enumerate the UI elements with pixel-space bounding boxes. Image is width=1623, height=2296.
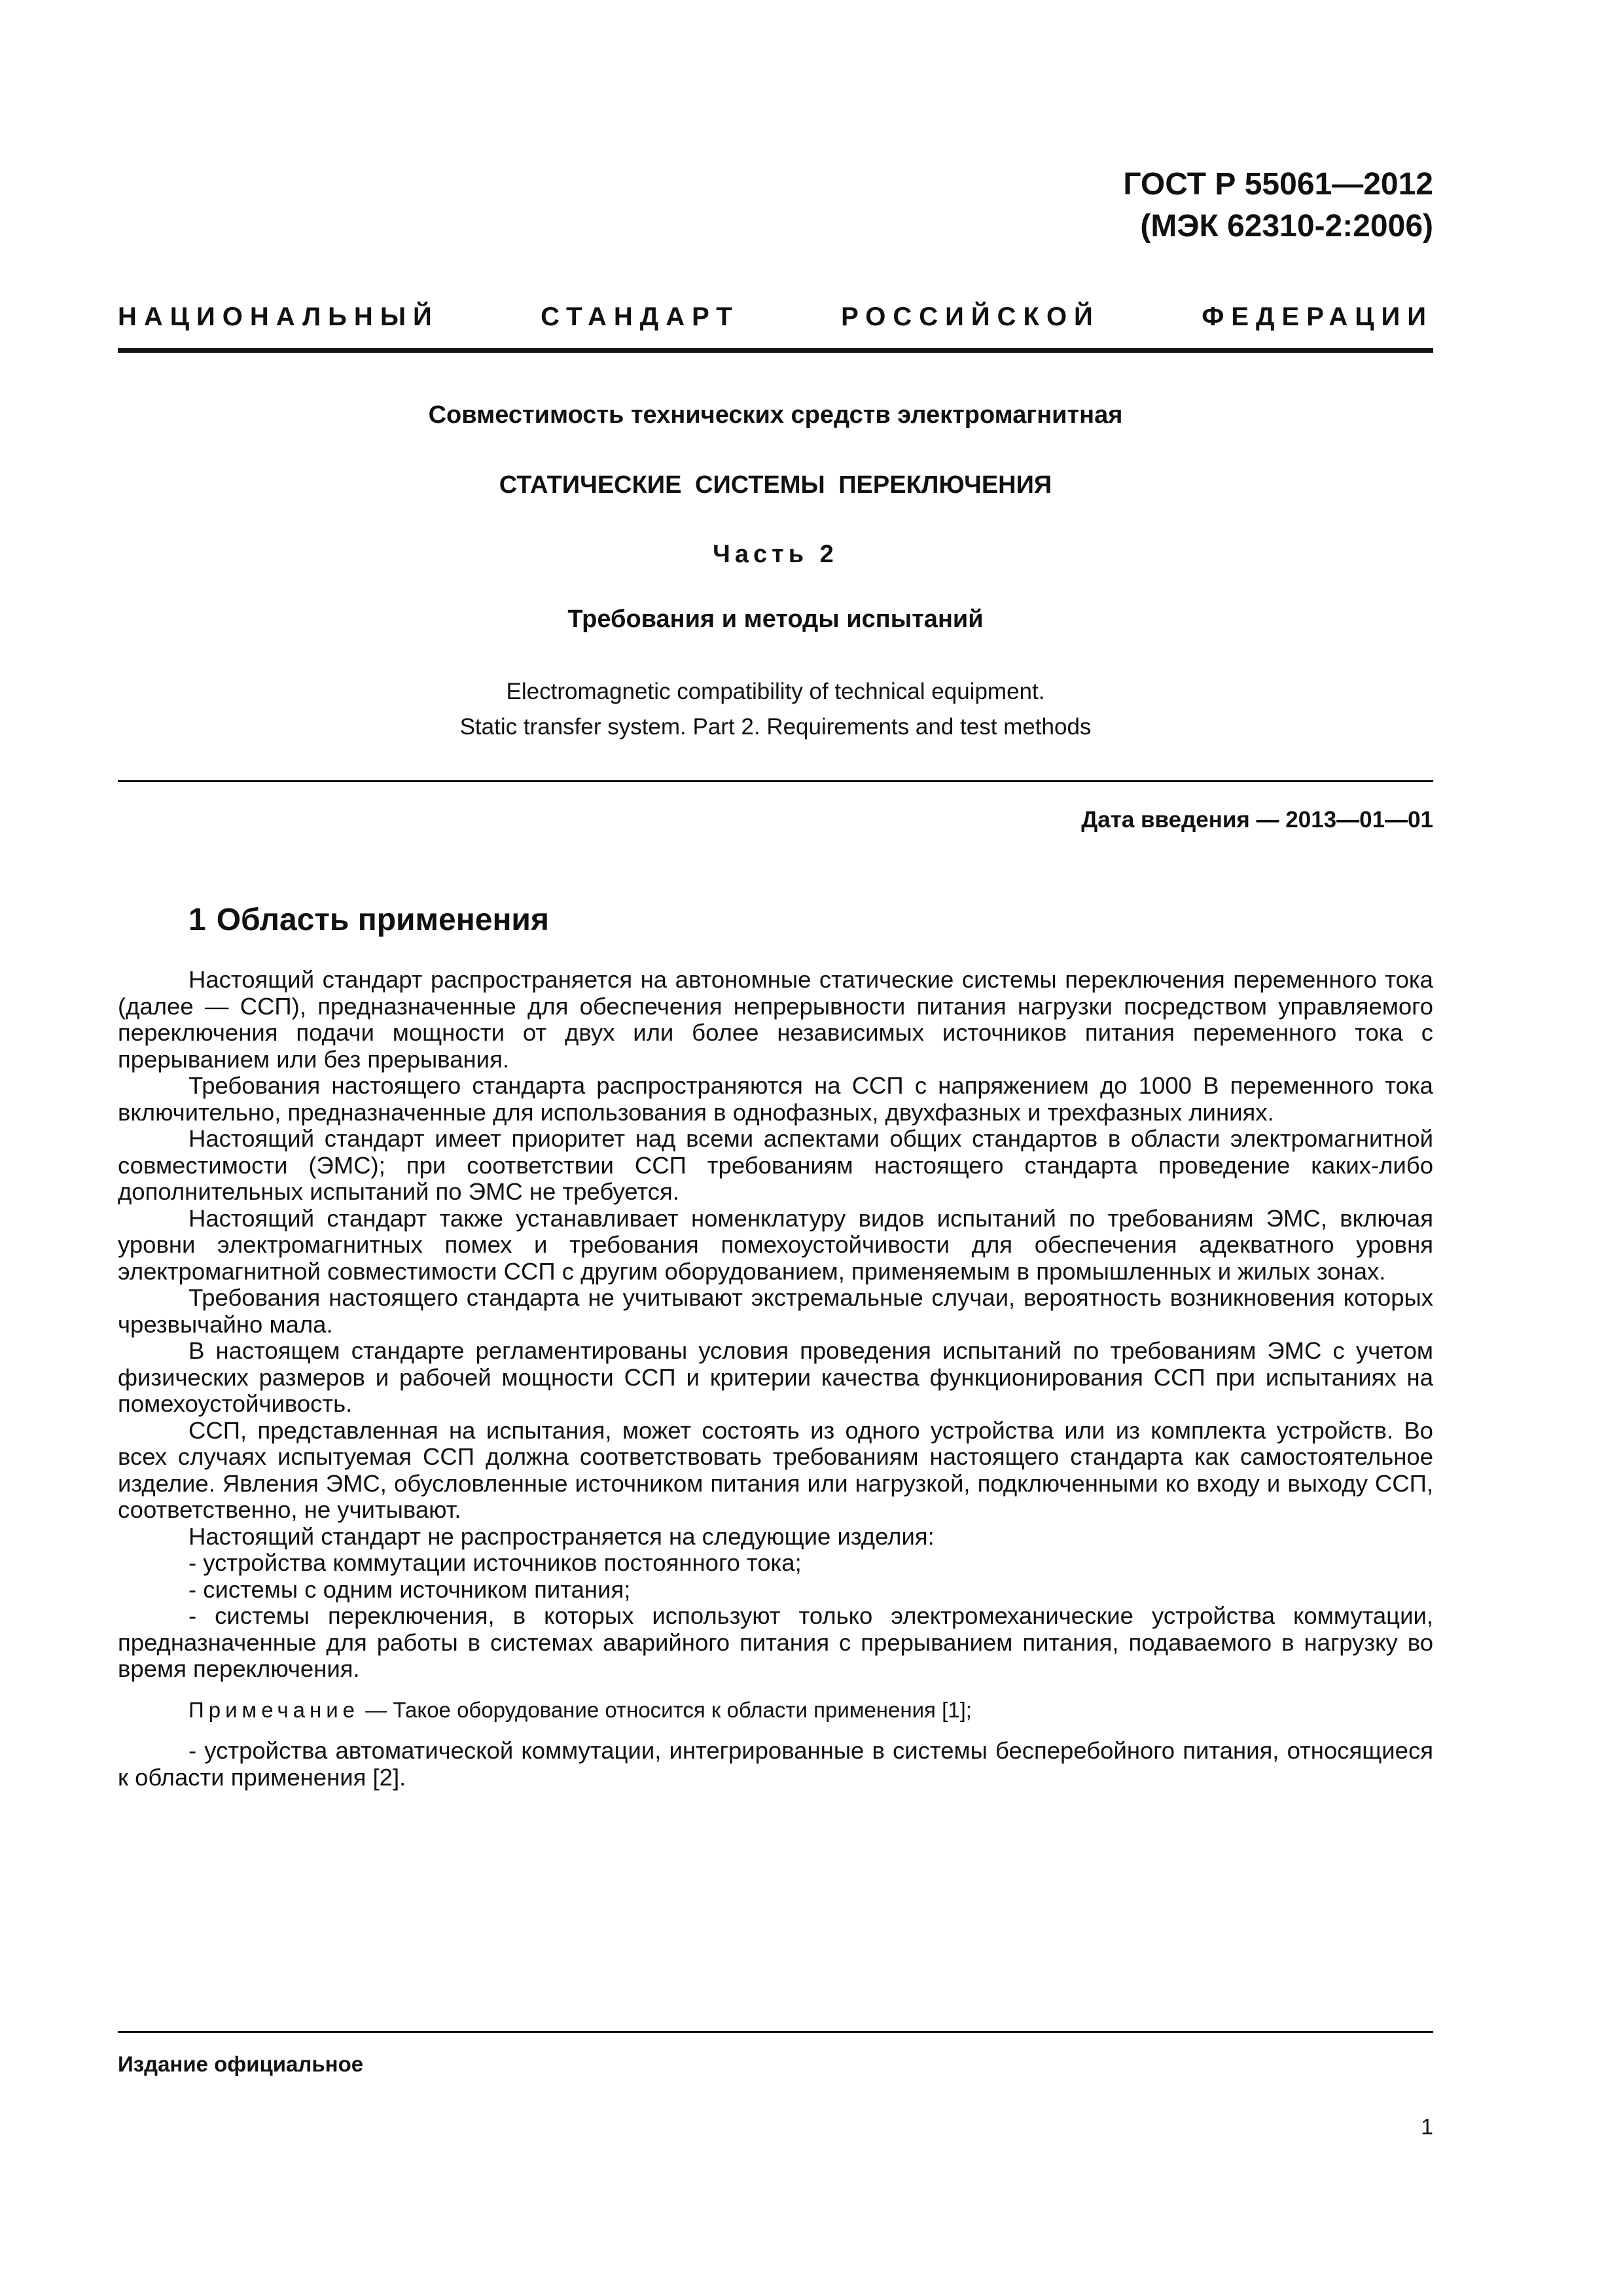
page-number: 1 [1421, 2115, 1433, 2140]
paragraph: Требования настоящего стандарта не учитывают экстремальные случаи, вероятность возникновения которых чрезвычайно мала. [118, 1284, 1433, 1338]
title-line-2: СТАТИЧЕСКИЕ СИСТЕМЫ ПЕРЕКЛЮЧЕНИЯ [499, 471, 1052, 499]
english-title-line-2: Static transfer system. Part 2. Requirements and test methods [459, 714, 1092, 740]
section-heading [188, 902, 549, 938]
title-line-4: Требования и методы испытаний [567, 605, 984, 633]
paragraph: ССП, представленная на испытания, может состоять из одного устройства или из комплекта устройств. Во всех случаях испытуемая ССП должна соответствовать требованиям настоящего стандарта как самостоятельное изделие. Явления ЭМС, обусловленные источником питания или нагрузкой, подключенными ко входу и выходу ССП, соответственно, не учитывают. [118, 1416, 1433, 1523]
section-number: 1 [188, 903, 206, 937]
paragraph: Настоящий стандарт имеет приоритет над всеми аспектами общих стандартов в области электромагнитной совместимости (ЭМС); при соответствии ССП требованиям настоящего стандарта проведение каких-либо дополнительных испытаний по ЭМС не требуется. [118, 1125, 1433, 1205]
paragraph: Настоящий стандарт распространяется на автономные статические системы переключения переменного тока (далее — ССП), предназначенные для обеспечения непрерывности питания нагрузки посредством управляемого переключения подачи мощности от двух или более независимых источников питания переменного тока с прерыванием или без прерывания. [118, 966, 1433, 1073]
list-item: - устройства автоматической коммутации, интегрированные в системы бесперебойного питания, относящиеся к области применения [2]. [118, 1737, 1433, 1791]
section-title: Область применения [216, 903, 549, 937]
list-item: - системы с одним источником питания; [188, 1575, 631, 1603]
note-label: Примечание [188, 1697, 360, 1722]
header-divider [118, 348, 1433, 353]
paragraph: Требования настоящего стандарта распространяются на ССП с напряжением до 1000 В переменного тока включительно, предназначенные для использования в однофазных, двухфазных и трехфазных линиях. [118, 1072, 1433, 1126]
standard-designation [1123, 164, 1433, 247]
list-item: - устройства коммутации источников постоянного тока; [188, 1549, 802, 1576]
section-body [118, 967, 1433, 1791]
note-text: — Такое оборудование относится к области применения [1]; [359, 1697, 972, 1722]
paragraph: Настоящий стандарт также устанавливает номенклатуру видов испытаний по требованиям ЭМС, включая уровни электромагнитных помех и требования помехоустойчивости для обеспечения адекватного уровня электромагнитной совместимости ССП с другим оборудованием, применяемым в промышленных и жилых зонах. [118, 1204, 1433, 1285]
intro-date: Дата введения — 2013—01—01 [1081, 807, 1433, 833]
gost-number: ГОСТ Р 55061—2012 [1123, 167, 1433, 202]
iec-number: (МЭК 62310-2:2006) [1140, 209, 1433, 243]
note [118, 1697, 1433, 1724]
paragraph: В настоящем стандарте регламентированы условия проведения испытаний по требованиям ЭМС с учетом физических размеров и рабочей мощности ССП и критерии качества функционирования ССП при испытаниях на помехоустойчивость. [118, 1337, 1433, 1417]
title-part: Часть 2 [713, 541, 838, 568]
title-line-1: Совместимость технических средств электромагнитная [428, 401, 1123, 429]
english-title [118, 674, 1433, 745]
english-title-line-1: Electromagnetic compatibility of technical equipment. [506, 679, 1045, 704]
paragraph: Настоящий стандарт не распространяется на следующие изделия: [188, 1522, 935, 1550]
title-divider [118, 780, 1433, 782]
official-edition: Издание официальное [118, 2052, 364, 2076]
national-standard-heading: НАЦИОНАЛЬНЫЙ СТАНДАРТ РОССИЙСКОЙ ФЕДЕРАЦИИ [118, 302, 1433, 331]
list-item: - системы переключения, в которых используют только электромеханические устройства коммутации, предназначенные для работы в системах аварийного питания с прерыванием питания, подаваемого в нагрузку во время переключения. [118, 1602, 1433, 1682]
footer-divider [118, 2031, 1433, 2033]
